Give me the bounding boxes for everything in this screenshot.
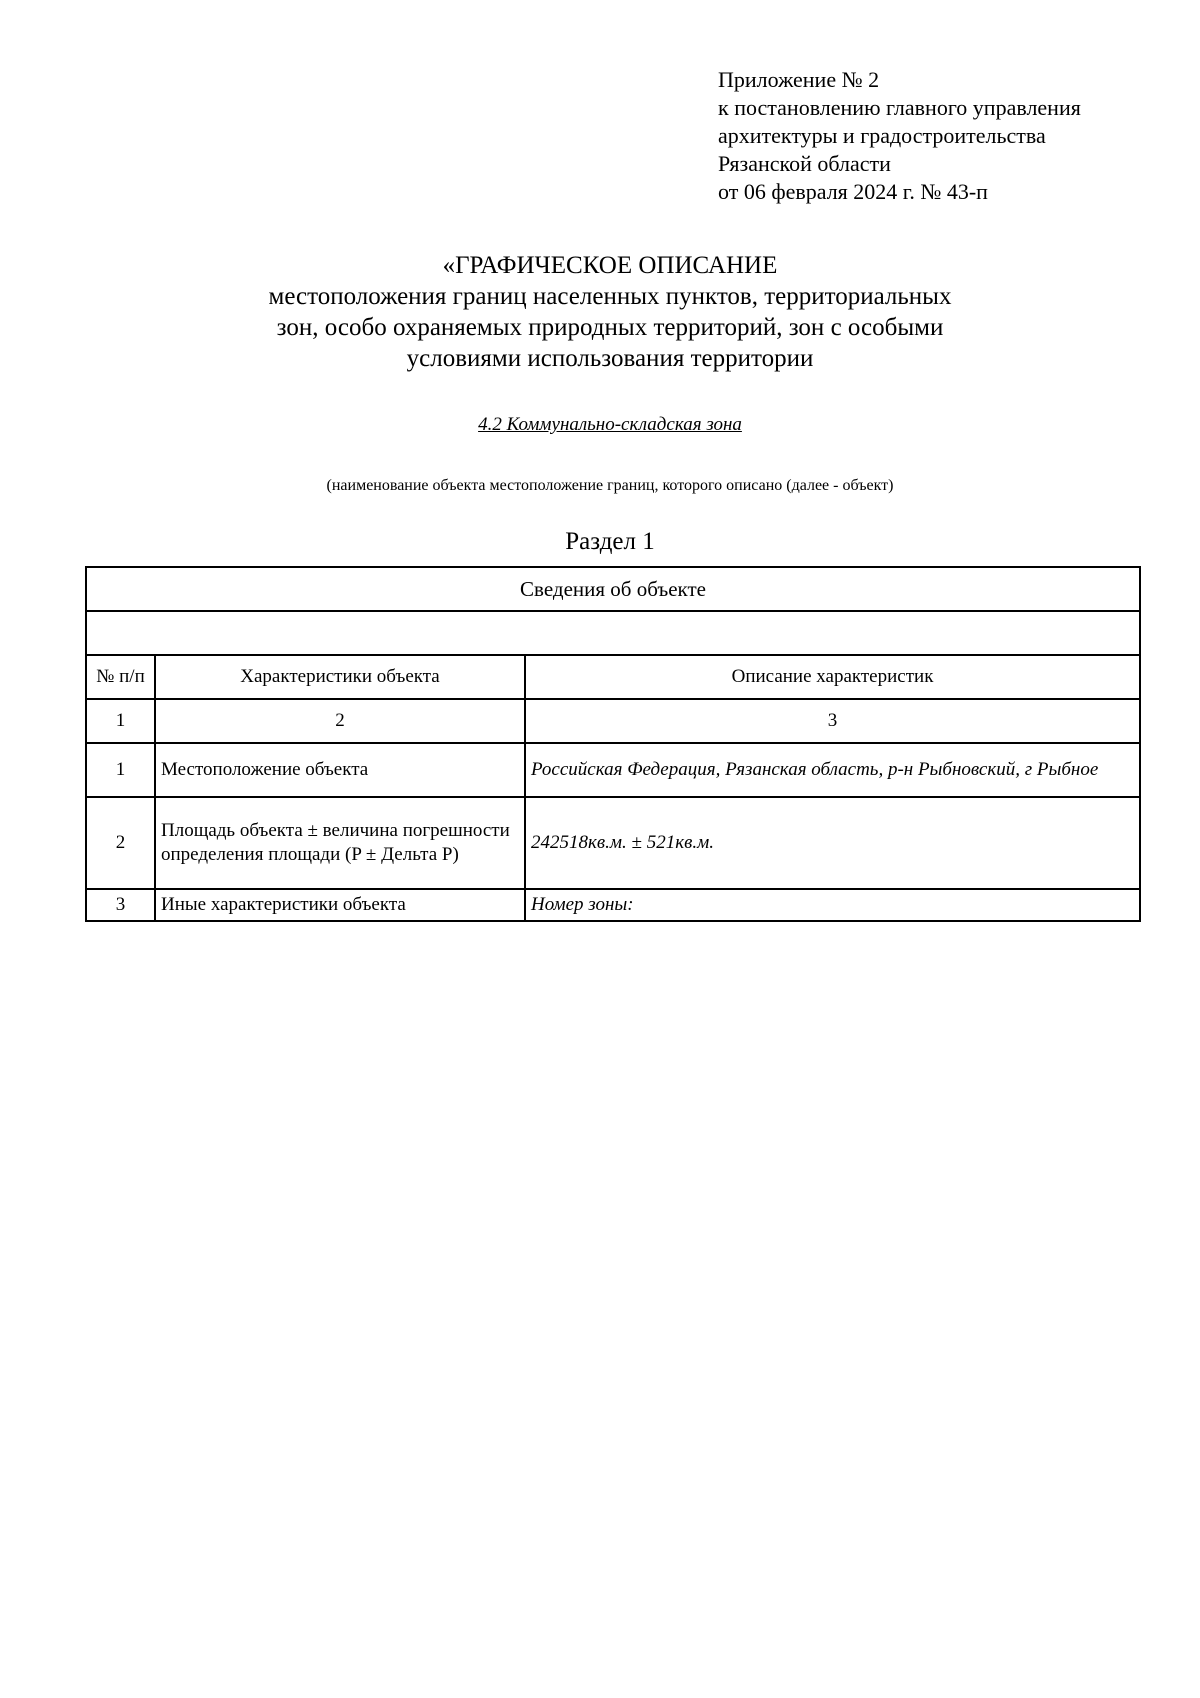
appendix-number: Приложение № 2 [718,67,880,92]
appendix-date: от 06 февраля 2024 г. № 43-п [718,179,988,204]
row-characteristic: Местоположение объекта [155,743,525,797]
title-line-3: зон, особо охраняемых природных территорий, зон с особыми [276,314,944,341]
table-row [86,889,1140,921]
title-line-4: условиями использования территории [406,345,814,372]
title-line-2: местоположения границ населенных пунктов, территориальных [268,283,952,310]
row-description: Номер зоны: [525,889,1140,921]
row-num: 2 [86,797,155,889]
row-description: 242518кв.м. ± 521кв.м. [525,797,1140,889]
header-description: Описание характеристик [525,655,1140,699]
table-row [86,743,1140,797]
table-header-row [86,655,1140,699]
object-name [90,414,1130,436]
header-num: № п/п [86,655,155,699]
table-row [86,797,1140,889]
table-column-numbers-row [86,699,1140,743]
column-number-3: 3 [525,699,1140,743]
appendix-region: Рязанской области [718,151,891,176]
column-number-1: 1 [86,699,155,743]
appendix-department: архитектуры и градостроительства [718,123,1046,148]
object-name-text: 4.2 Коммунально-складская зона [478,414,742,435]
object-name-hint: (наименование объекта местоположение границ, которого описано (далее - объект) [326,477,894,494]
row-num: 1 [86,743,155,797]
appendix-resolution: к постановлению главного управления [718,95,1081,120]
row-description: Российская Федерация, Рязанская область, р-н Рыбновский, г Рыбное [525,743,1140,797]
object-info-table [85,566,1141,922]
column-number-2: 2 [155,699,525,743]
section-title: Раздел 1 [565,528,655,555]
row-characteristic: Иные характеристики объекта [155,889,525,921]
table-title: Сведения об объекте [86,567,1140,611]
row-characteristic: Площадь объекта ± величина погрешности определения площади (P ± Дельта P) [155,797,525,889]
appendix-header [718,66,1178,206]
table-title-row [86,567,1140,611]
header-characteristics: Характеристики объекта [155,655,525,699]
document-title [90,250,1130,374]
title-line-1: «ГРАФИЧЕСКОЕ ОПИСАНИЕ [442,252,778,279]
table-empty-cell [86,611,1140,655]
table-empty-row [86,611,1140,655]
row-num: 3 [86,889,155,921]
